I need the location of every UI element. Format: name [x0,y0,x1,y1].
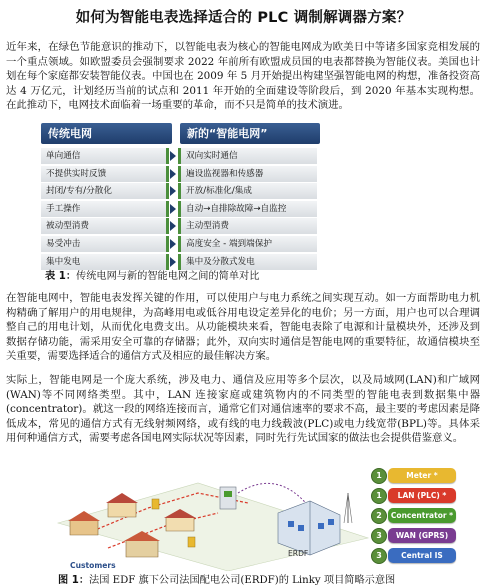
table-row [41,183,320,199]
arrow-right-icon [169,183,178,199]
legend-item: LAN (PLC) * [388,488,456,503]
traditional-cell: 集中发电 [41,254,169,270]
meter-icon [188,537,195,547]
intro-paragraph: 近年来，在绿色节能意识的推动下，以智能电表为核心的智能电网成为欧美日中等诸多国家竞相发展的一个重点领域。如欧盟委员会强制要求 2022 年前所有欧盟成员国的电表都替换为智能仪表。美国也计划在每个家庭都安装智能仪表。中国也在 2009 年 5 月开始提出构建坚强智能电网的构想，准备投资高达 4 万亿元，计划经历当前的试点和 2011 年开始的全面建设等阶段后，到 2020 年基本实现构想。在此推动下，电网技术面临着一场重要的革命，而不只是简单的技术演进。 [6,41,480,112]
smart-cell: 开放/标准化/集成 [178,183,317,199]
legend-number: 3 [371,528,387,544]
table-row [41,201,320,217]
legend-item: Concentrator * [388,508,456,523]
legend-number: 1 [371,488,387,504]
traditional-cell: 封闭/专有/分散化 [41,183,169,199]
smart-cell: 自动→自排除故障→自监控 [178,201,317,217]
arrow-right-icon [169,236,178,252]
arrow-right-icon [169,218,178,234]
comparison-table [41,123,320,271]
traditional-cell: 不提供实时反馈 [41,166,169,182]
network-paragraph: 实际上，智能电网是一个庞大系统，涉及电力、通信及应用等多个层次，以及局域网(LAN)和广域网(WAN)等不同网络类型。其中，LAN 连接家庭或建筑物内的不同类型的智能电表到数据集中器(concentrator)。就这一段的网络连接而言，通常它们对通信速率的要求不高，最主要的考虑因素是降低成本，常见的通信方式有无线射频网络，或有线的电力线载波(PLC)或电力线宽带(BPL)等。具体采用何种通信方式，需要考虑各国电网实际状况等因素，同时先行先试国家的做法也会提供借鉴意义。 [6,374,480,445]
table-row [41,218,320,234]
erdf-label: ERDF [288,549,309,558]
legend-item: WAN (GPRS) [388,528,456,543]
traditional-cell: 被动型消费 [41,218,169,234]
traditional-grid-header: 传统电网 [41,123,172,144]
smart-cell: 集中及分散式发电 [178,254,317,270]
arrow-right-icon [169,201,178,217]
table-caption: 表 1：传统电网与新的智能电网之间的简单对比 [45,271,260,282]
legend-number: 2 [371,508,387,524]
smart-cell: 遍设监视器和传感器 [178,166,317,182]
table-row [41,166,320,182]
traditional-cell: 单向通信 [41,148,169,164]
traditional-cell: 易受冲击 [41,236,169,252]
smart-cell: 高度安全 - 端到端保护 [178,236,317,252]
smart-cell: 主动型消费 [178,218,317,234]
traditional-cell: 手工操作 [41,201,169,217]
legend-item: Central IS [388,548,456,563]
meter-icon [152,499,159,509]
house-icon [106,493,138,517]
figure-caption: 图 1：法国 EDF 旗下公司法国配电公司(ERDF)的 Linky 项目简略示意图 [58,575,396,586]
smart-grid-header: 新的“智能电网” [180,123,320,144]
smart-meter-paragraph: 在智能电网中，智能电表发挥关键的作用，可以使用户与电力系统之间实现互动。如一方面帮助电力机构精确了解用户的用电规律，为高峰用电或低谷用电设定差异化的电价；另一方面，用户也可以合理调整自己的用电计划，从而优化电费支出。从功能模块来看，智能电表除了电源和计量模块外，还涉及到数据存储功能，需采用安全可靠的存储器；此外，双向实时通信是智能电网的重要特征，故通信模块至关重要，需要选择适合的通信方式及相应的最佳解决方案。 [6,292,480,363]
legend-number: 1 [371,468,387,484]
table-row [41,236,320,252]
customers-label: Customers [70,561,116,570]
arrow-right-icon [169,166,178,182]
arrow-right-icon [169,148,178,164]
antenna-icon [344,493,352,523]
smart-cell: 双向实时通信 [178,148,317,164]
legend-number: 3 [371,548,387,564]
network-illustration [48,463,378,571]
page-title: 如何为智能电表选择适合的 PLC 调制解调器方案？ [75,10,412,26]
concentrator-icon [220,487,236,509]
table-row [41,148,320,164]
linky-diagram [48,463,454,571]
legend-item: Meter * [388,468,456,483]
